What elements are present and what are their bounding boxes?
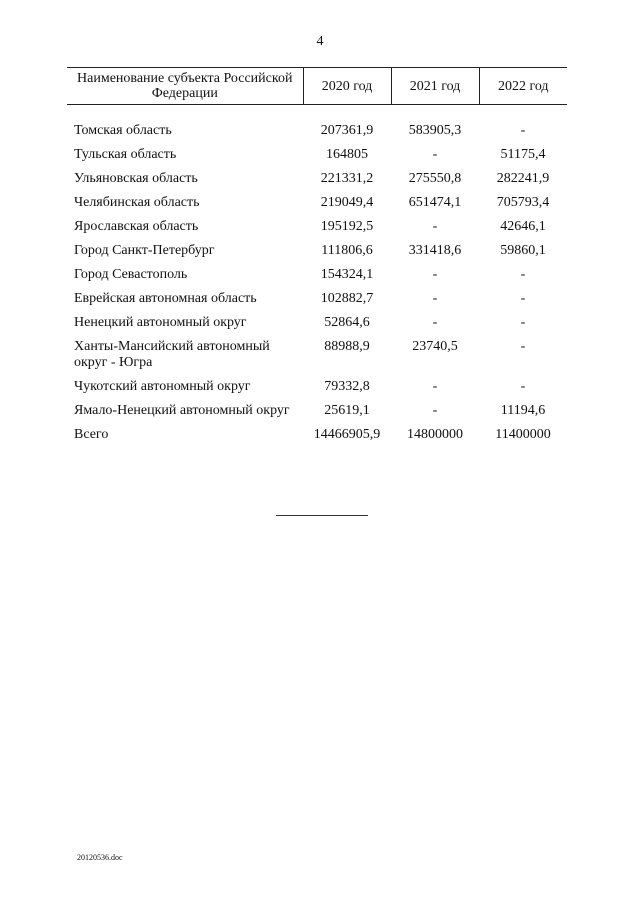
row-subject-name: Ненецкий автономный округ [74,315,247,330]
table-row [67,239,567,263]
row-value-2021: 23740,5 [412,339,458,354]
row-value-2020: 164805 [326,147,368,162]
row-value-2022: 282241,9 [496,171,550,186]
row-value-2022: 11194,6 [500,403,546,418]
row-subject-name: Город Санкт-Петербург [74,243,215,258]
header-year-2020: 2020 год [303,68,391,105]
table-row-total [67,423,567,447]
row-value-2020: 221331,2 [320,171,374,186]
row-value-2022: 59860,1 [500,243,546,258]
row-value-2021: - [432,147,438,162]
table-row [67,191,567,215]
row-value-2020: 102882,7 [320,291,374,306]
row-subject-name: Еврейская автономная область [74,291,257,306]
row-subject-name: Ульяновская область [74,171,198,186]
table-row [67,287,567,311]
row-value-2021: 275550,8 [408,171,462,186]
row-subject-name: Ямало-Ненецкий автономный округ [74,403,290,418]
row-value-2022: - [520,291,526,306]
page-number: 4 [316,34,324,49]
row-value-2021: - [432,219,438,234]
table-row [67,375,567,399]
row-value-2020: 154324,1 [320,267,374,282]
table-row [67,215,567,239]
table-body [67,105,567,448]
header-year-2022: 2022 год [479,68,567,105]
table-row [67,311,567,335]
row-subject-name: Тульская область [74,147,177,162]
row-value-2020: 79332,8 [324,379,370,394]
row-value-2020: 14466905,9 [313,427,381,442]
footer-file-name: 20120536.doc [77,853,123,862]
row-value-2021: - [432,315,438,330]
row-value-2022: - [520,315,526,330]
row-subject-name: Ярославская область [74,219,199,234]
row-subject-name: Город Севастополь [74,267,188,282]
row-value-2020: 207361,9 [320,123,374,138]
table-row [67,335,567,375]
row-subject-name: Томская область [74,123,172,138]
table-row [67,119,567,143]
table-row [67,167,567,191]
row-value-2021: 651474,1 [408,195,462,210]
row-value-2022: 51175,4 [500,147,546,162]
row-subject-name: Челябинская область [74,195,200,210]
end-of-document-line [276,515,368,516]
table-row [67,263,567,287]
row-value-2020: 52864,6 [324,315,370,330]
row-subject-name: Всего [74,427,109,442]
budget-table [67,67,567,447]
row-value-2020: 88988,9 [324,339,370,354]
row-value-2022: 11400000 [495,427,551,442]
row-value-2020: 195192,5 [320,219,374,234]
row-value-2022: - [520,123,526,138]
row-value-2022: 705793,4 [496,195,550,210]
row-value-2022: - [520,267,526,282]
row-value-2021: - [432,267,438,282]
row-value-2020: 219049,4 [320,195,374,210]
table-row [67,399,567,423]
row-value-2020: 25619,1 [324,403,370,418]
header-subject-name: Наименование субъекта Российской Федерации [67,68,303,105]
row-subject-name: Чукотский автономный округ [74,379,251,394]
table-row [67,143,567,167]
row-value-2022: 42646,1 [500,219,546,234]
row-value-2021: - [432,403,438,418]
row-value-2021: 14800000 [407,427,463,442]
row-value-2022: - [520,339,526,354]
row-value-2021: - [432,379,438,394]
table-header [67,68,567,105]
row-value-2020: 111806,6 [321,243,373,258]
row-value-2021: 583905,3 [408,123,462,138]
row-subject-name: Ханты-Мансийский автономный округ - Югра [74,339,270,370]
row-value-2021: - [432,291,438,306]
header-year-2021: 2021 год [391,68,479,105]
row-value-2022: - [520,379,526,394]
row-value-2021: 331418,6 [408,243,462,258]
